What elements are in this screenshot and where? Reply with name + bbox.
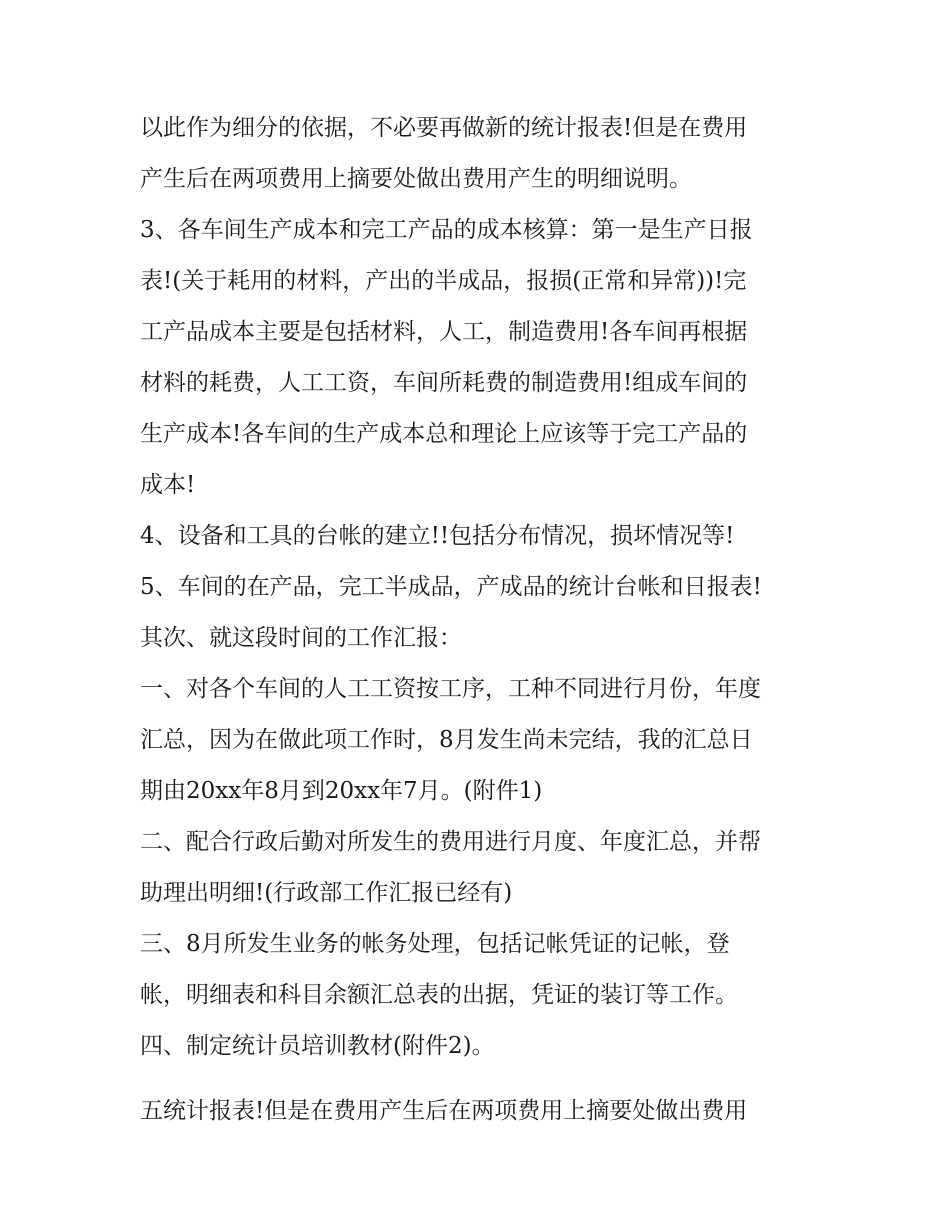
- text-line: 汇总，因为在做此项工作时，8月发生尚未完结，我的汇总日: [140, 727, 753, 753]
- document-body: [140, 103, 820, 1137]
- text-line: 三、8月所发生业务的帐务处理，包括记帐凭证的记帐，登: [140, 931, 730, 957]
- text-line: 以此作为细分的依据，不必要再做新的统计报表!但是在费用: [140, 115, 748, 141]
- text-line: 产生后在两项费用上摘要处做出费用产生的明细说明。: [140, 166, 692, 192]
- text-line: 其次、就这段时间的工作汇报：: [140, 625, 462, 651]
- text-line: 生产成本!各车间的生产成本总和理论上应该等于完工产品的: [140, 421, 748, 447]
- text-line: 五统计报表!但是在费用产生后在两项费用上摘要处做出费用: [140, 1098, 748, 1124]
- text-line: 四、制定统计员培训教材(附件2)。: [140, 1033, 495, 1059]
- text-line: 4、设备和工具的台帐的建立!!包括分布情况，损坏情况等!: [140, 523, 735, 549]
- text-line: 成本!: [140, 472, 196, 498]
- text-line: 二、配合行政后勤对所发生的费用进行月度、年度汇总，并帮: [140, 829, 761, 855]
- text-line: 一、对各个车间的人工工资按工序，工种不同进行月份，年度: [140, 676, 761, 702]
- text-line: 表!(关于耗用的材料，产出的半成品，报损(正常和异常))!完: [140, 268, 747, 294]
- text-line: 帐，明细表和科目余额汇总表的出据，凭证的装订等工作。: [140, 982, 738, 1008]
- text-line: 3、各车间生产成本和完工产品的成本核算：第一是生产日报: [140, 217, 753, 243]
- text-line: 材料的耗费，人工工资，车间所耗费的制造费用!组成车间的: [140, 370, 748, 396]
- text-line: 5、车间的在产品，完工半成品，产成品的统计台帐和日报表!: [140, 574, 762, 600]
- text-line: 期由20xx年8月到20xx年7月。(附件1): [140, 778, 543, 804]
- text-line: 工产品成本主要是包括材料，人工，制造费用!各车间再根据: [140, 319, 748, 345]
- text-line: 助理出明细!(行政部工作汇报已经有): [140, 880, 513, 906]
